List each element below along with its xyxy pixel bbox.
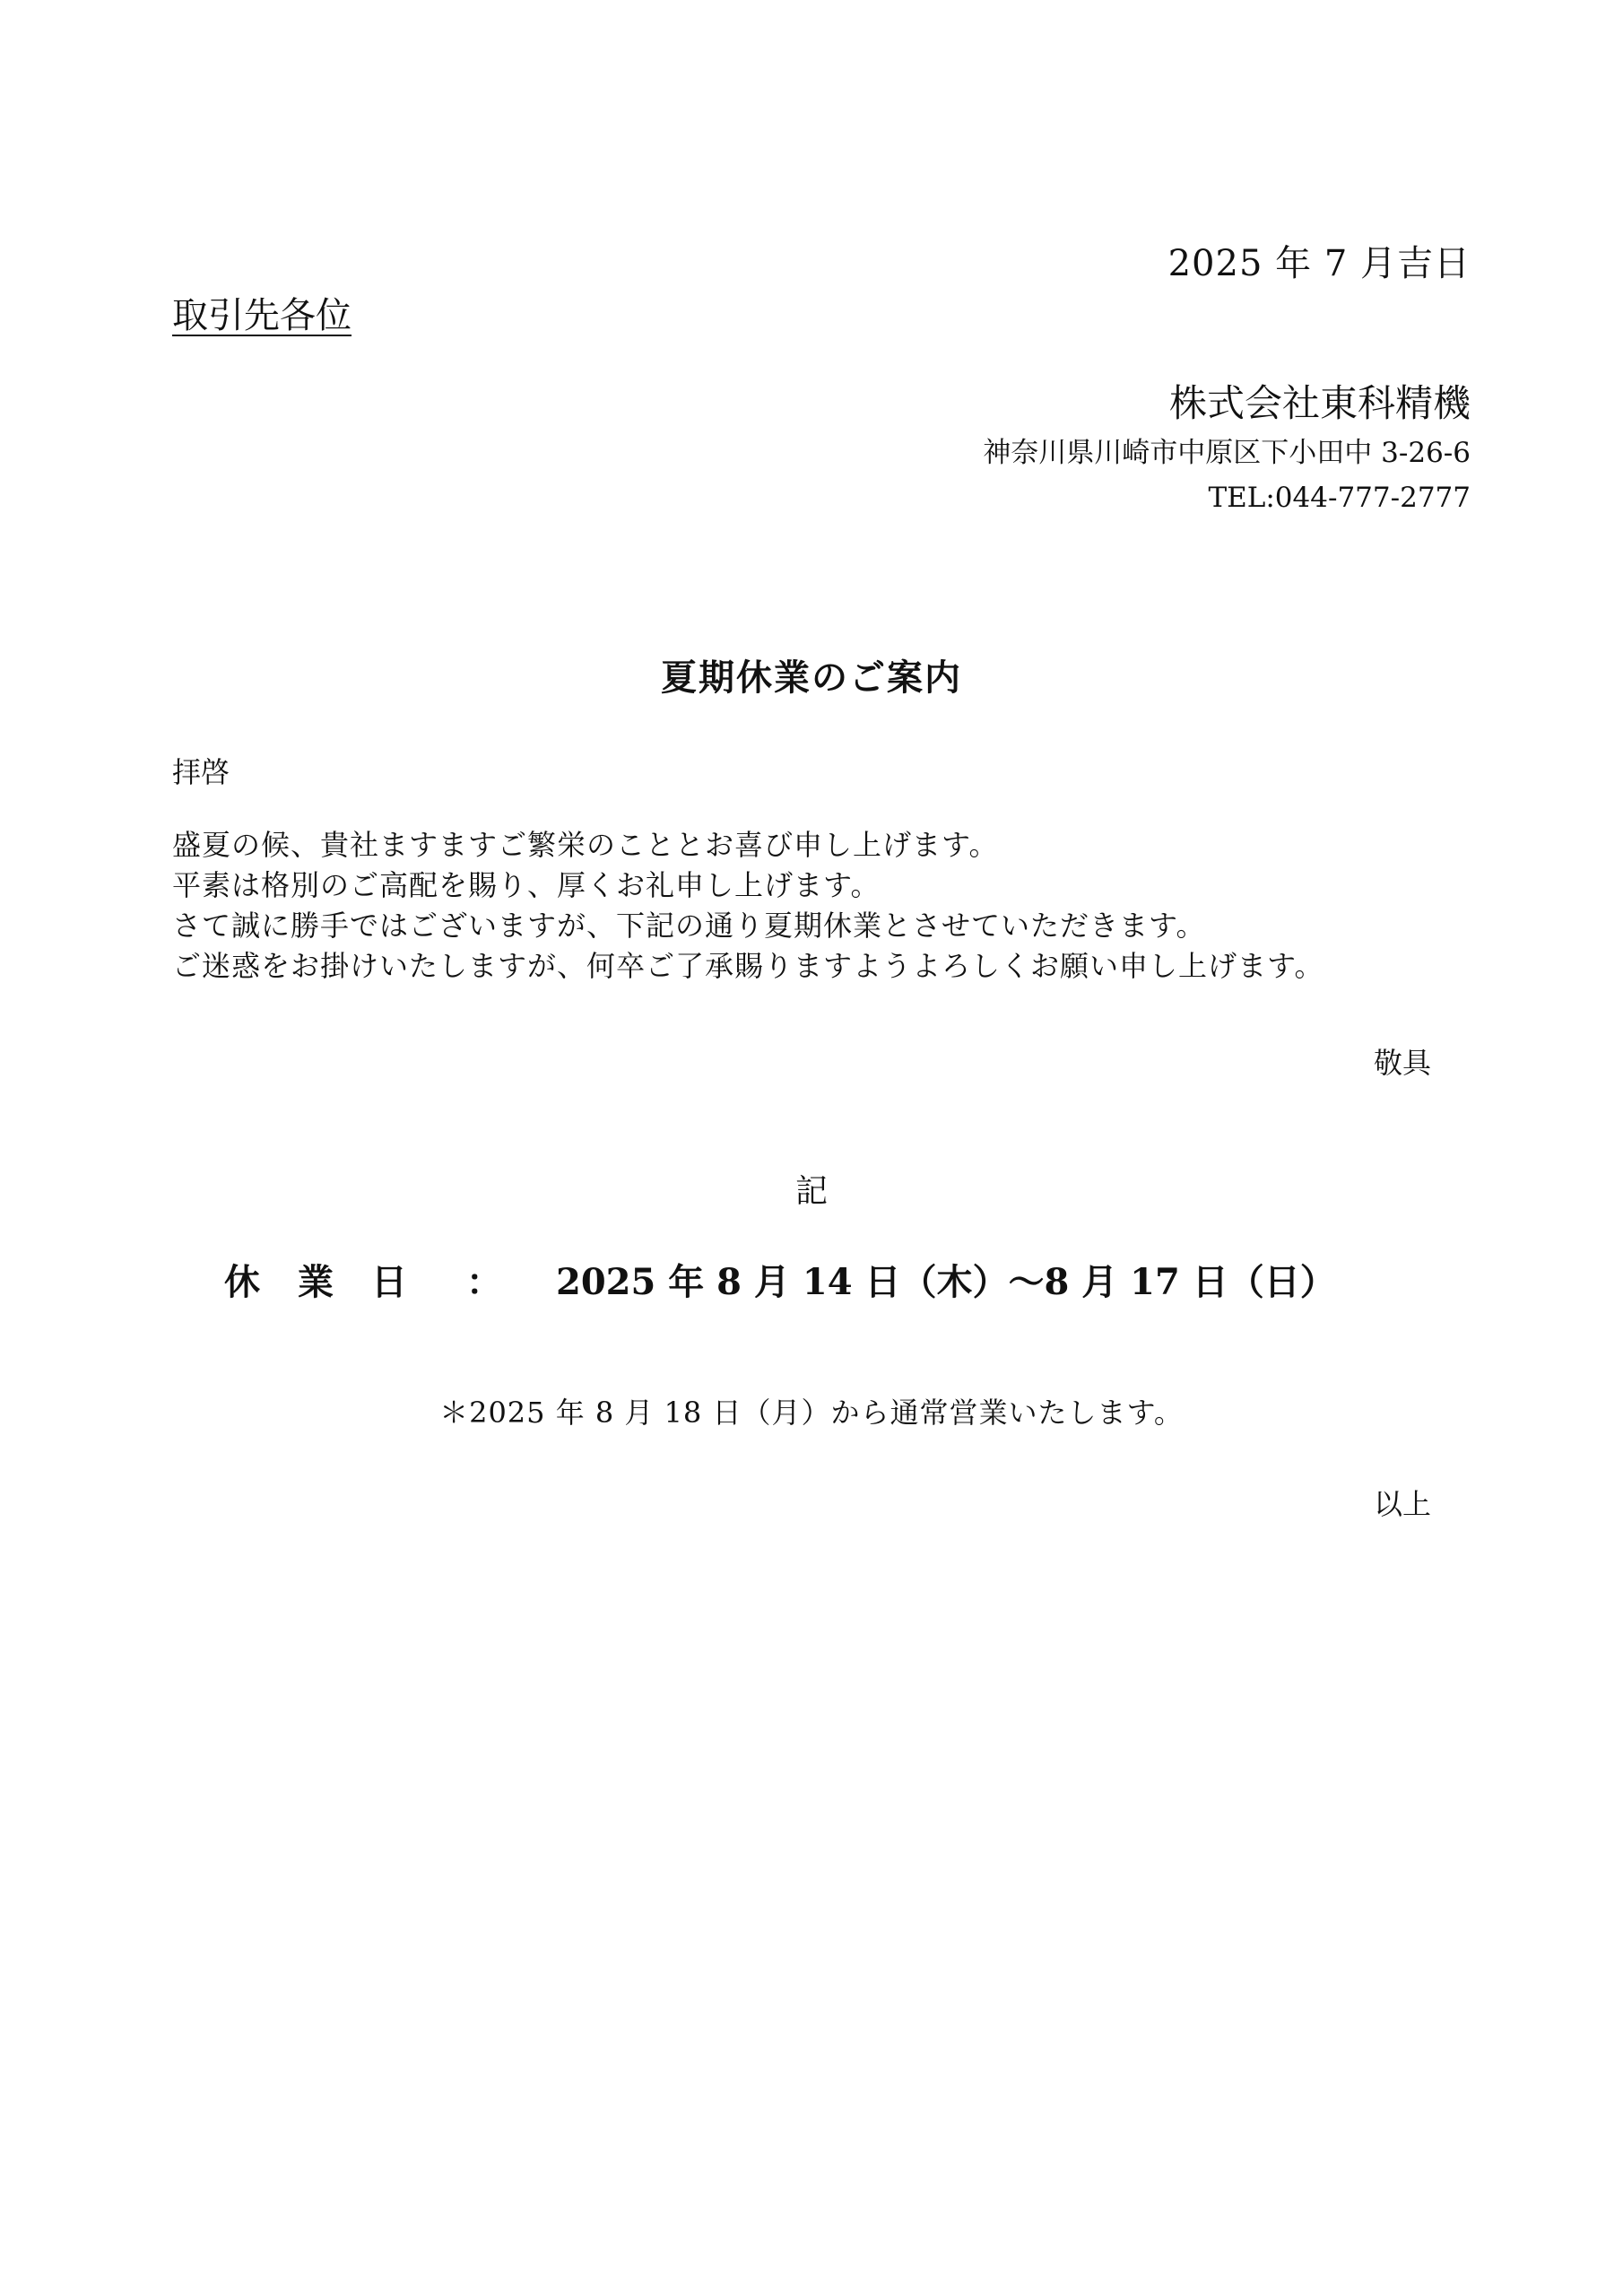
body-line: 平素は格別のご高配を賜り、厚くお礼申し上げます。: [172, 868, 881, 902]
issue-date: 2025 年 7 月吉日: [1167, 243, 1471, 284]
holiday-dates: 2025 年 8 月 14 日（木）～8 月 17 日（日）: [556, 1261, 1336, 1303]
holiday-line: [224, 1254, 1336, 1305]
body-line: さて誠に勝手ではございますが、下記の通り夏期休業とさせていただきます。: [172, 909, 1206, 943]
resume-note: ＊2025 年 8 月 18 日（月）から通常営業いたします。: [439, 1396, 1184, 1430]
document-title: 夏期休業のご案内: [661, 657, 962, 699]
closing-salutation: 敬具: [1373, 1046, 1431, 1080]
holiday-label: 休業日: [224, 1261, 445, 1303]
ki-heading: 記: [794, 1173, 828, 1210]
holiday-colon: ：: [466, 1261, 502, 1303]
end-mark: 以上: [1373, 1487, 1431, 1521]
sender-company: 株式会社東科精機: [1168, 381, 1471, 425]
body-text: [172, 825, 1324, 987]
recipient: 取引先各位: [172, 295, 352, 336]
sender-tel: TEL:044-777-2777: [1208, 482, 1471, 514]
body-line: ご迷惑をお掛けいたしますが、何卒ご了承賜りますようよろしくお願い申し上げます。: [172, 949, 1324, 983]
opening-salutation: 拝啓: [172, 755, 230, 789]
sender-block: [983, 377, 1471, 520]
body-line: 盛夏の候、貴社ますますご繁栄のこととお喜び申し上げます。: [172, 828, 999, 862]
sender-address: 神奈川県川崎市中原区下小田中 3-26-6: [983, 437, 1471, 469]
